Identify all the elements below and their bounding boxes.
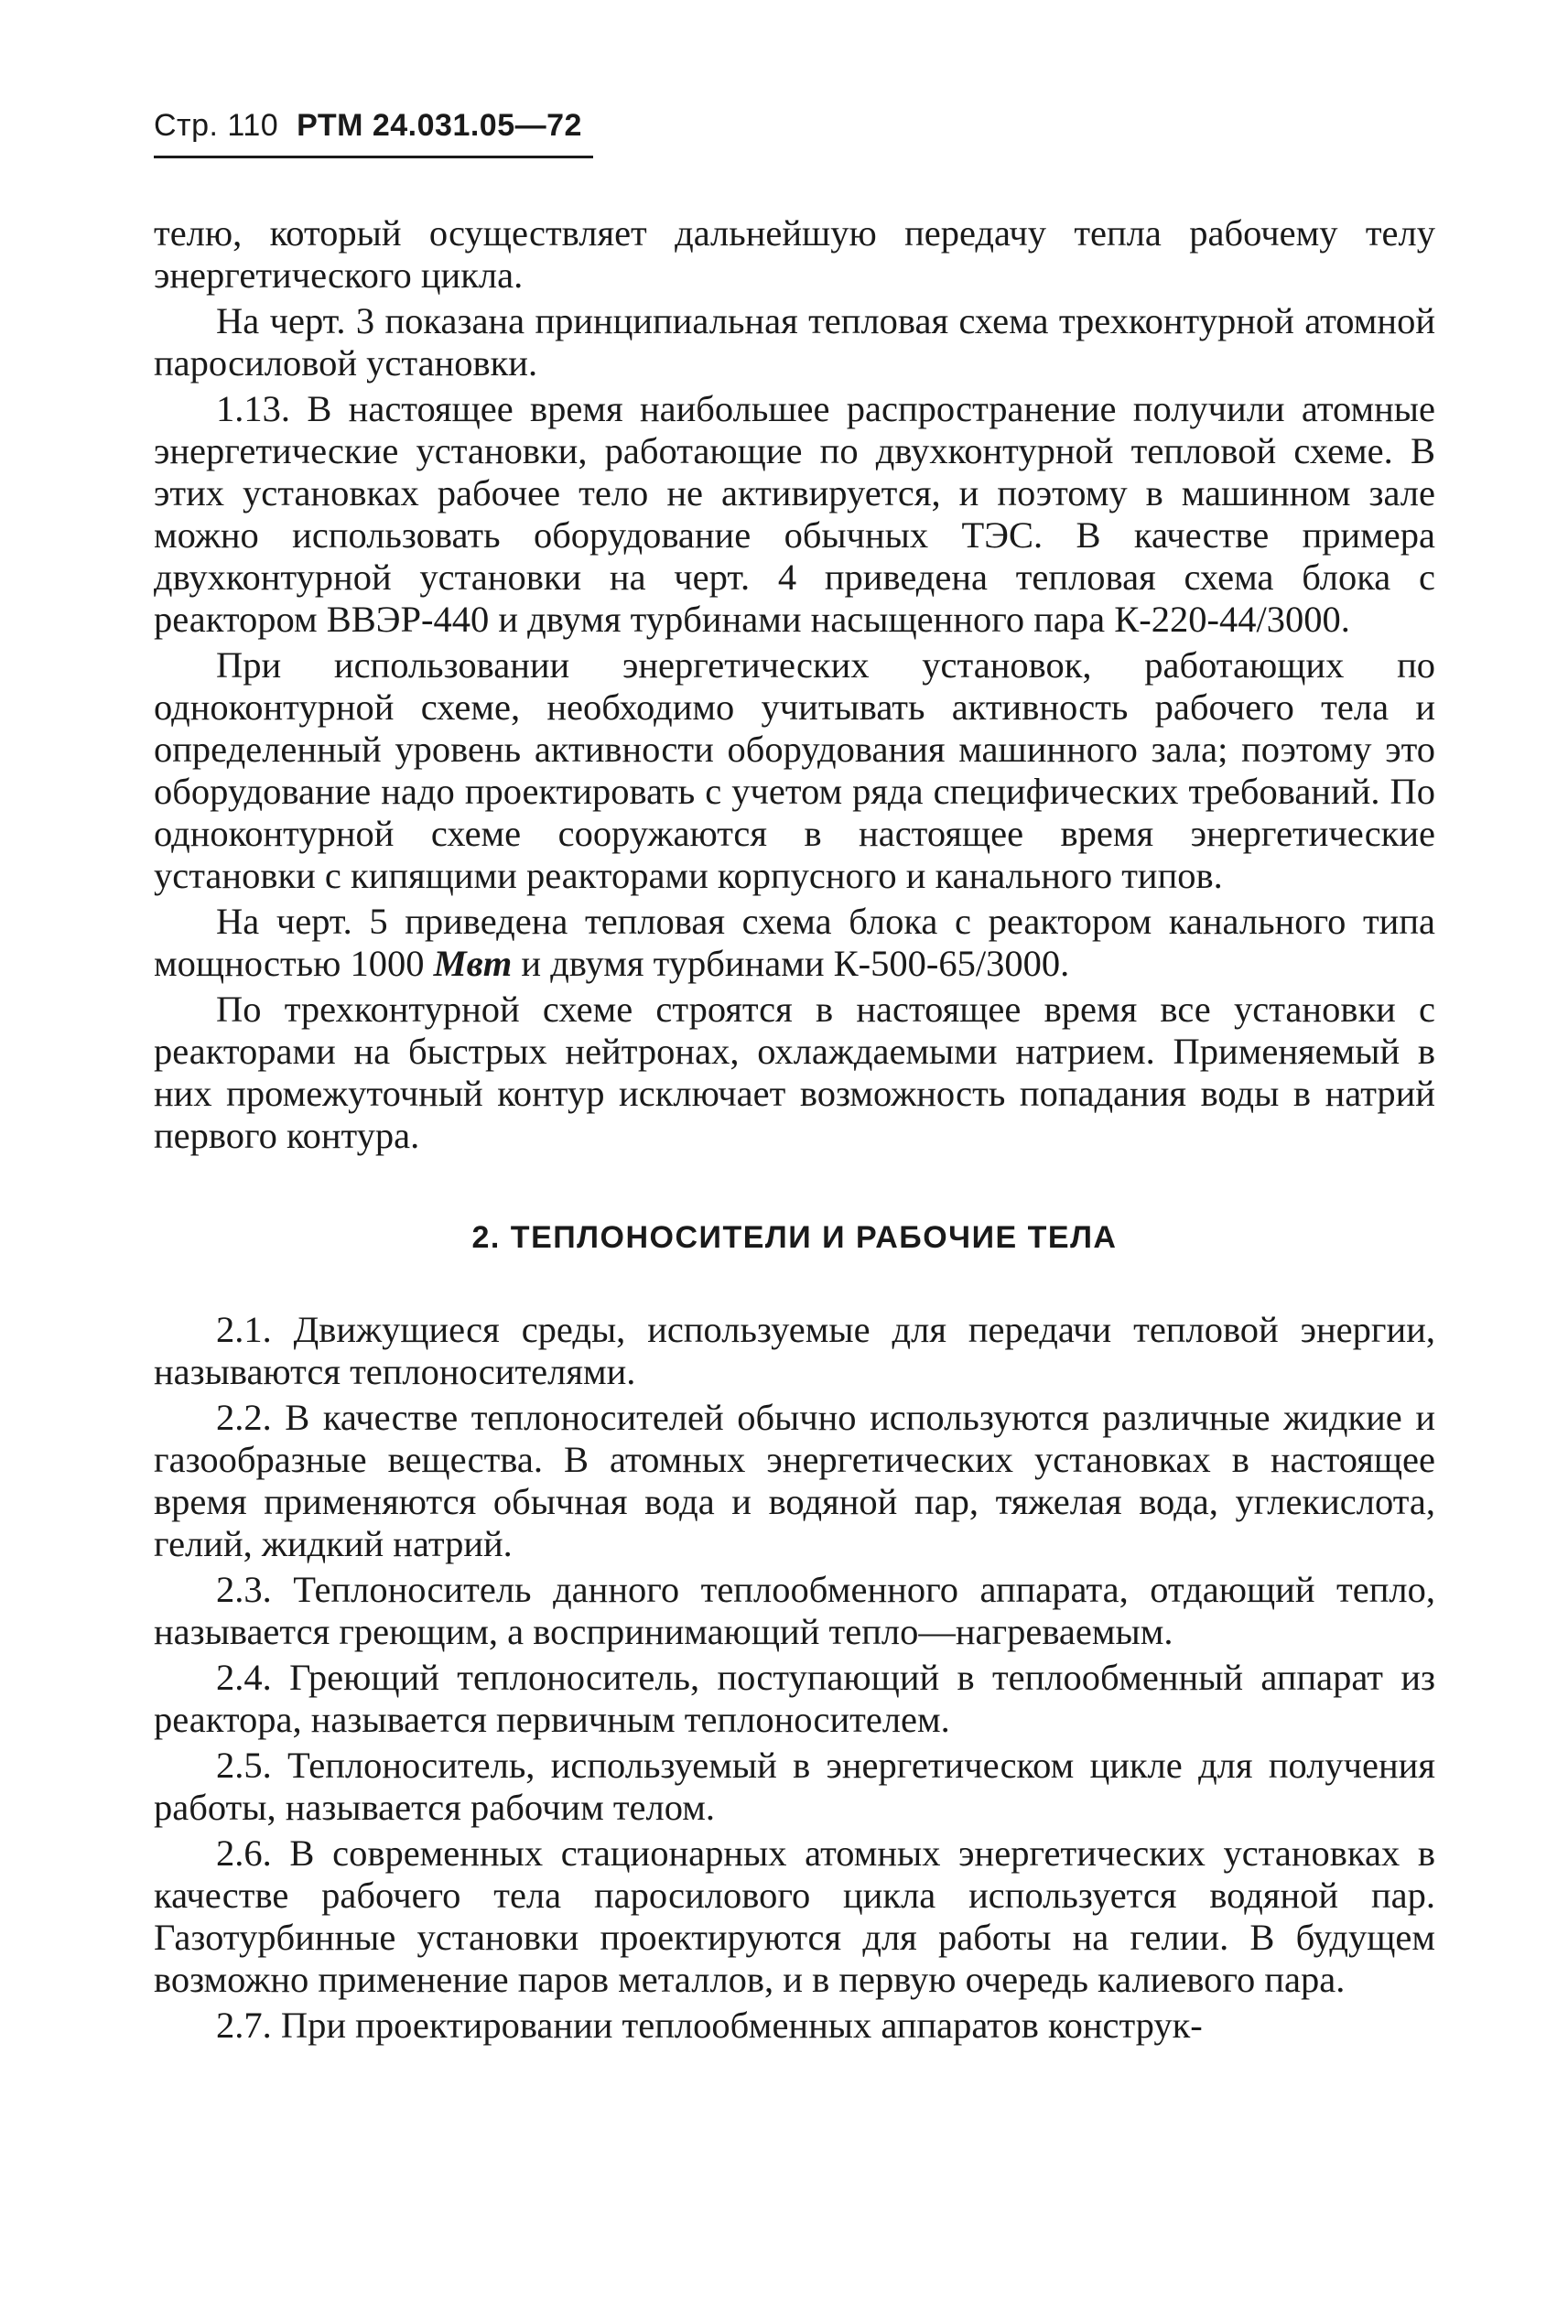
document-body (154, 212, 1435, 2050)
paragraph-text: и двумя турбинами К-500-65/3000. (512, 943, 1070, 984)
paragraph-text: На черт. 5 приведена тепловая схема блока с реактором канального типа мощностью 1000 (154, 901, 1435, 984)
paragraph: 1.13. В настоящее время наибольшее распространение получили атомные энергетические установки, работающие по двухконтурной тепловой схеме. В этих установках рабочее тело не активируется, и поэтому в машинном зале можно использовать оборудование обычных ТЭС. В качестве примера двухконтурной установки на черт. 4 приведена тепловая схема блока с реактором ВВЭР-440 и двумя турбинами насыщенного пара К-220-44/3000. (154, 388, 1435, 640)
document-code: РТМ 24.031.05—72 (297, 108, 582, 143)
paragraph: По трехконтурной схеме строятся в настоящее время все установки с реакторами на быстрых нейтронах, охлаждаемыми натрием. Применяемый в них промежуточный контур исключает возможность попадания воды в натрий первого контура. (154, 989, 1435, 1156)
paragraph: телю, который осуществляет дальнейшую передачу тепла рабочему телу энергетического цикла. (154, 212, 1435, 296)
paragraph: 2.4. Греющий теплоноситель, поступающий в теплообменный аппарат из реактора, называется первичным теплоносителем. (154, 1657, 1435, 1740)
section-heading: 2. ТЕПЛОНОСИТЕЛИ И РАБОЧИЕ ТЕЛА (471, 1220, 1118, 1255)
paragraph: 2.2. В качестве теплоносителей обычно используются различные жидкие и газообразные вещества. В атомных энергетических установках в настоящее время применяются обычная вода и водяной пар, тяжелая вода, углекислота, гелий, жидкий натрий. (154, 1397, 1435, 1564)
paragraph: При использовании энергетических установок, работающих по одноконтурной схеме, необходимо учитывать активность рабочего тела и определенный уровень активности оборудования машинного зала; поэтому это оборудование надо проектировать с учетом ряда специфических требований. По одноконтурной схеме сооружаются в настоящее время энергетические установки с кипящими реакторами корпусного и канального типов. (154, 644, 1435, 896)
unit-mvt: Мвт (433, 943, 513, 984)
paragraph: На черт. 3 показана принципиальная тепловая схема трехконтурной атомной паросиловой установки. (154, 300, 1435, 384)
page-number: Стр. 110 (154, 108, 279, 143)
paragraph: 2.7. При проектировании теплообменных аппаратов конструк- (216, 2005, 1203, 2046)
header-rule (154, 156, 593, 158)
paragraph: 2.3. Теплоноситель данного теплообменного аппарата, отдающий тепло, называется греющим, а воспринимающий тепло—нагреваемым. (154, 1569, 1435, 1652)
paragraph: 2.1. Движущиеся среды, используемые для передачи тепловой энергии, называются теплоносителями. (154, 1309, 1435, 1392)
paragraph: 2.6. В современных стационарных атомных энергетических установках в качестве рабочего тела паросилового цикла используется водяной пар. Газотурбинные установки проектируются для работы на гелии. В будущем возможно применение паров металлов, и в первую очередь калиевого пара. (154, 1832, 1435, 2000)
paragraph (154, 901, 1435, 985)
page-header (154, 108, 582, 144)
paragraph: 2.5. Теплоноситель, используемый в энергетическом цикле для получения работы, называется рабочим телом. (154, 1745, 1435, 1828)
